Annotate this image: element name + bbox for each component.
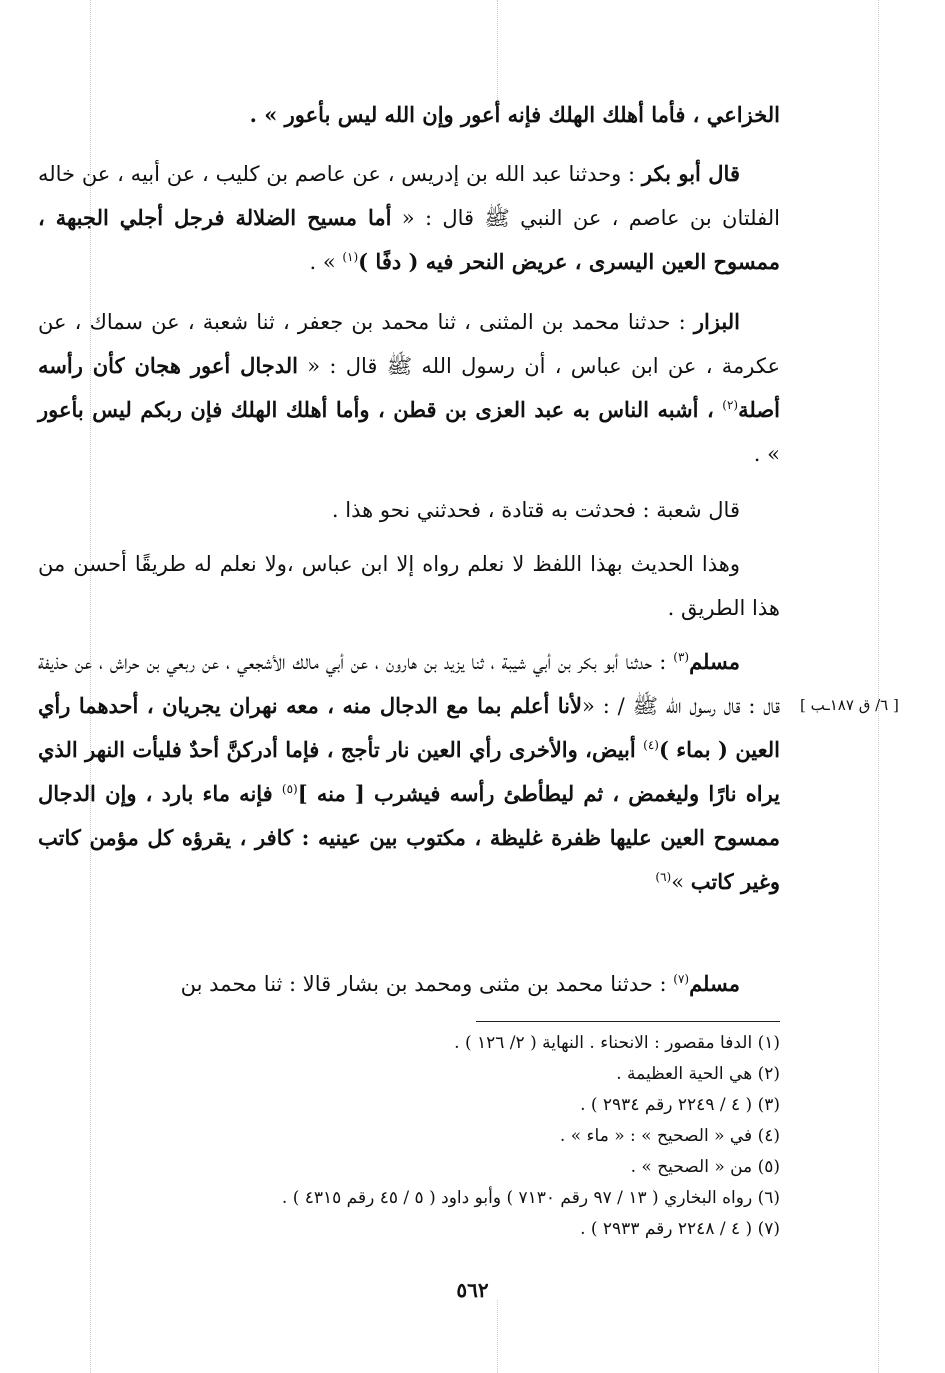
- footnote-ref: (٧): [673, 972, 690, 986]
- footnote-item: (٧) ( ٤ / ٢٢٤٨ رقم ٢٩٣٣ ) .: [580, 1219, 780, 1239]
- isnad-text: : حدثنا محمد بن مثنى ومحمد بن بشار قالا : ثنا محمد بن: [180, 972, 674, 996]
- footnote-item: (٦) رواه البخاري ( ١٣ / ٩٧ رقم ٧١٣٠ ) وأبو داود ( ٥ / ٤٥ رقم ٤٣١٥ ) .: [281, 1188, 780, 1208]
- footnote-item: (٤) في « الصحيح » : « ماء » .: [559, 1126, 780, 1146]
- isnad-text: : وحدثنا عبد الله بن إدريس ، عن عاصم بن كليب ، عن أبيه ، عن خاله الفلتان بن عاصم ، عن النبي ﷺ قال : «: [38, 162, 780, 230]
- paragraph-1: [38, 93, 780, 137]
- page-number: ٥٦٢: [456, 1278, 489, 1302]
- hadith-text: أبيض، والأخرى رأي العين نار تأجج ، فإما أدركنَّ أحدٌ فليأت النهر الذي يراه نارًا وليغمض ، ثم ليطأطئ رأسه فيشرب [ منه ]: [38, 737, 780, 806]
- hadith-text: الدجال أعور هجان كأن رأسه أصلة: [38, 353, 780, 422]
- footnote-item: (٢) هي الحية العظيمة .: [616, 1064, 780, 1084]
- footnotes: [100, 1028, 780, 1245]
- hadith-text: فإنه ماء بارد ، وإن الدجال ممسوح العين عليها ظفرة غليظة ، مكتوب بين عينيه : كافر ، يقرؤه كل مؤمن كاتب وغير كاتب: [38, 781, 780, 894]
- manuscript-margin-note: [ ٦/ ق ١٨٧ـب ]: [800, 696, 899, 714]
- narrator-lead: مسلم: [689, 971, 740, 996]
- hadith-text: لأنا أعلم بما مع الدجال منه ، معه نهران يجريان ، أحدهما رأي العين ( بماء ): [38, 693, 781, 762]
- footnote-item: (٣) ( ٤ / ٢٢٤٩ رقم ٢٩٣٤ ) .: [580, 1095, 780, 1115]
- footnote-ref: (٤): [643, 738, 659, 752]
- quote-close: » .: [753, 442, 780, 466]
- footnote-ref: (٣): [673, 650, 690, 664]
- paragraph-2: [38, 152, 780, 284]
- isnad-text: : حدثنا محمد بن المثنى ، ثنا محمد بن جعفر ، ثنا شعبة ، عن سماك ، عن عكرمة ، عن ابن عباس ، أن رسول الله ﷺ قال : «: [38, 310, 780, 378]
- footnote-item: (٥) من « الصحيح » .: [630, 1157, 780, 1177]
- paragraph-4: [38, 488, 780, 532]
- quote-close: » .: [309, 250, 343, 274]
- paragraph-6: [38, 640, 780, 904]
- paragraph-7: [38, 962, 780, 1006]
- narrator-lead: قال أبو بكر: [641, 161, 740, 186]
- paragraph-3: [38, 300, 780, 476]
- hadith-text: الخزاعي ، فأما أهلك الهلك فإنه أعور وإن الله ليس بأعور » .: [249, 102, 780, 127]
- narrator-lead: البزار: [693, 309, 740, 334]
- hadith-text: ، أشبه الناس به عبد العزى بن قطن ، وأما أهلك الهلك فإن ربكم ليس بأعور: [38, 397, 723, 422]
- footnote-ref: (٢): [722, 398, 739, 412]
- quote-close: »: [671, 870, 691, 894]
- footnote-ref: (٦): [655, 870, 672, 884]
- isnad-text: : حدثنا أبو بكر بن أبي شيبة ، ثنا يزيد بن هارون ، عن أبي مالك الأشجعي ، عن ربعي بن حراش ، عن حذيفة قال : قال رسول الله ﷺ / : «: [38, 650, 780, 718]
- body-text: وهذا الحديث بهذا اللفظ لا نعلم رواه إلا ابن عباس ،ولا نعلم له طريقًا أحسن من هذا الطريق .: [38, 552, 780, 620]
- hadith-text: أما مسيح الضلالة فرجل أجلي الجبهة ، ممسوح العين اليسرى ، عريض النحر فيه ( دفًا ): [38, 205, 780, 274]
- footnote-item: (١) الدفا مقصور : الانحناء . النهاية ( ٢/ ١٢٦ ) .: [454, 1033, 780, 1053]
- narrator-lead: مسلم: [689, 649, 740, 674]
- footnote-ref: (١): [342, 250, 359, 264]
- footnote-ref: (٥): [281, 782, 298, 796]
- scan-artifact-line: [878, 0, 879, 1373]
- body-text: قال شعبة : فحدثت به قتادة ، فحدثني نحو هذا .: [331, 498, 740, 522]
- scan-artifact-line: [497, 1300, 498, 1373]
- paragraph-5: [38, 542, 780, 630]
- footnote-separator: [476, 1021, 780, 1022]
